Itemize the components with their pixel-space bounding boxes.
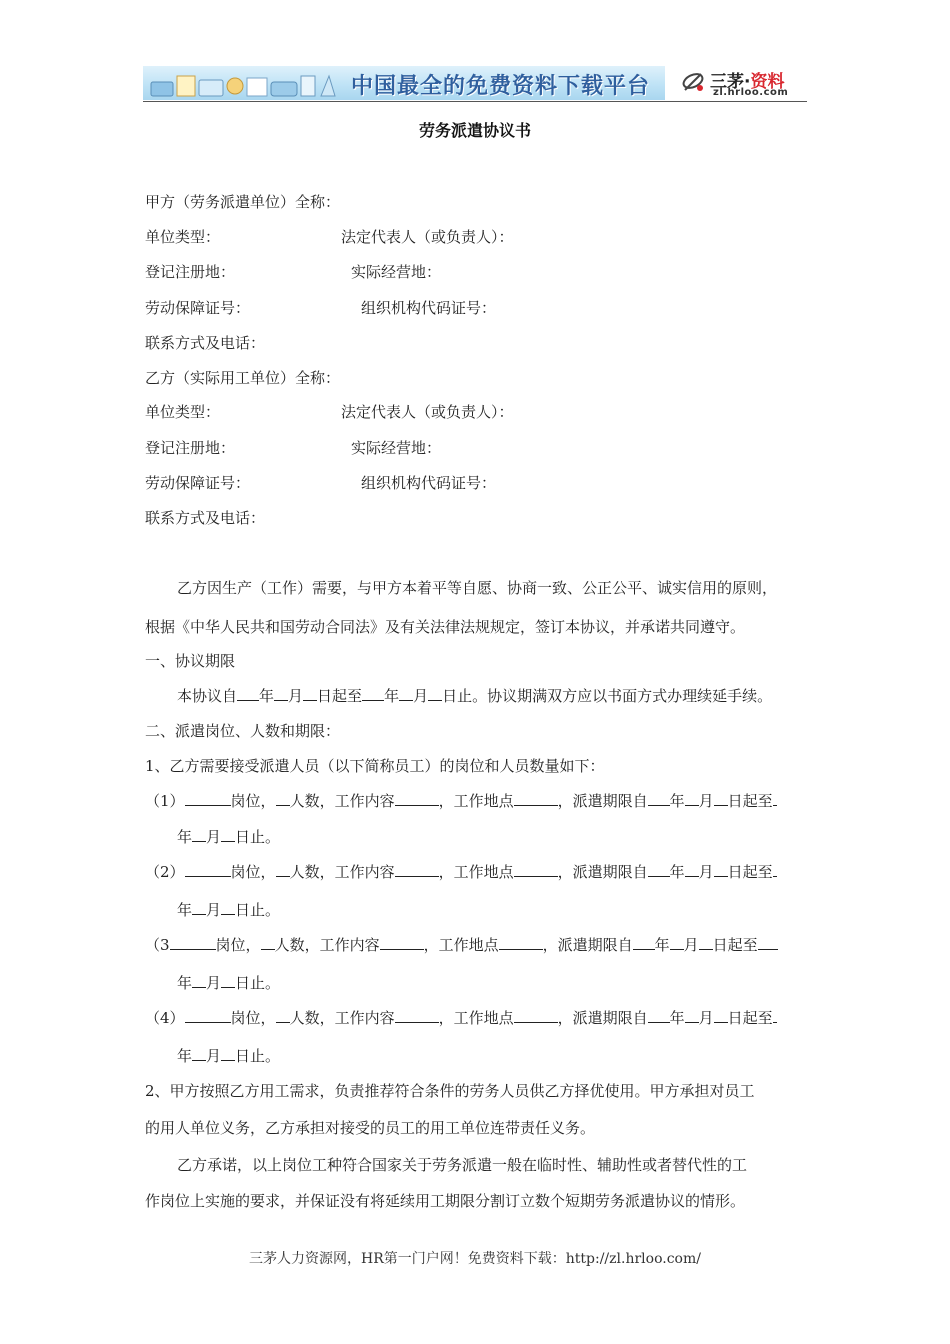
term-line [177, 686, 772, 706]
row-start-label: 日起至 [727, 1009, 773, 1027]
promise-line-2: 作岗位上实施的要求，并保证没有将延续用工期限分割订立数个短期劳务派遣协议的情形。 [145, 1192, 746, 1210]
term-start-label: 日起至 [317, 687, 363, 705]
blank-field[interactable] [395, 862, 439, 877]
blank-field[interactable] [221, 900, 235, 915]
blank-field[interactable] [685, 1008, 699, 1023]
intro-paragraph-line-2: 根据《中华人民共和国劳动合同法》及有关法律法规规定，签订本协议，并承诺共同遵守。 [145, 618, 746, 636]
blank-field[interactable] [714, 791, 728, 806]
row-year-label: 年 [177, 1047, 193, 1065]
blank-field[interactable] [514, 862, 558, 877]
row-period-label: ，派遣期限自 [542, 936, 633, 954]
blank-field[interactable] [648, 862, 670, 877]
brand-name-main: 三茅· [710, 72, 751, 92]
blank-field[interactable] [714, 862, 728, 877]
term-end-label: 日止。 [442, 687, 488, 705]
row-month-label: 月 [206, 1047, 222, 1065]
row-place-label: ，工作地点 [438, 863, 514, 881]
row-people-label: 人数，工作内容 [289, 792, 395, 810]
row-people-label: 人数，工作内容 [289, 863, 395, 881]
dispatch-row-continuation [177, 973, 280, 993]
item-1-text: 1、乙方需要接受派遣人员（以下简称员工）的岗位和人员数量如下： [145, 757, 605, 775]
row-month-label: 月 [206, 901, 222, 919]
document-title: 劳务派遣协议书 [418, 121, 531, 140]
blank-field[interactable] [395, 1008, 439, 1023]
term-tail-text: 协议期满双方应以书面方式办理续延手续。 [487, 687, 773, 705]
blank-field[interactable] [428, 686, 442, 701]
blank-field[interactable] [276, 1008, 290, 1023]
row-post-label: 岗位， [230, 1009, 276, 1027]
intro-paragraph-line-1: 乙方因生产（工作）需要，与甲方本着平等自愿、协商一致、公正公平、诚实信用的原则， [177, 579, 778, 597]
row-year-label: 年 [669, 1009, 685, 1027]
blank-field[interactable] [276, 791, 290, 806]
dispatch-row [145, 791, 777, 811]
blank-field[interactable] [276, 862, 290, 877]
blank-field[interactable] [192, 1046, 206, 1061]
party-a-legal-rep: 法定代表人（或负责人）： [341, 228, 514, 246]
row-year-label: 年 [177, 828, 193, 846]
party-b-org-code: 组织机构代码证号： [361, 474, 497, 492]
row-end-label: 日止。 [235, 974, 281, 992]
brand-logo-icon [681, 70, 707, 94]
party-a-unit-type: 单位类型： [145, 228, 221, 246]
blank-field[interactable] [399, 686, 413, 701]
blank-field[interactable] [221, 827, 235, 842]
header-banner [143, 66, 807, 102]
term-text: 本协议自 [177, 687, 238, 705]
row-place-label: ，工作地点 [423, 936, 499, 954]
party-b-contact: 联系方式及电话： [145, 509, 266, 527]
row-post-label: 岗位， [230, 863, 276, 881]
blank-field[interactable] [185, 791, 231, 806]
row-month-label: 月 [698, 792, 714, 810]
blank-field[interactable] [192, 900, 206, 915]
party-a-reg-address: 登记注册地： [145, 263, 236, 281]
blank-field[interactable] [648, 791, 670, 806]
term-year-label: 年 [259, 687, 275, 705]
brand-name-accent: 资料 [750, 72, 785, 92]
promise-line-1: 乙方承诺，以上岗位工种符合国家关于劳务派遣一般在临时性、辅助性或者替代性的工 [177, 1156, 748, 1174]
row-number: （4） [145, 1009, 185, 1027]
row-month-label: 月 [698, 1009, 714, 1027]
party-b-reg-address: 登记注册地： [145, 439, 236, 457]
row-end-label: 日止。 [235, 828, 281, 846]
dispatch-row [145, 935, 778, 955]
row-month-label: 月 [206, 974, 222, 992]
brand-url: zl.hrloo.com [713, 87, 789, 98]
party-a-business-address: 实际经营地： [351, 263, 442, 281]
term-month-label: 月 [288, 687, 304, 705]
party-a-full-name: 甲方（劳务派遣单位）全称： [145, 193, 341, 211]
row-start-label: 日起至 [727, 863, 773, 881]
blank-field[interactable] [395, 791, 439, 806]
party-b-labor-cert: 劳动保障证号： [145, 474, 251, 492]
row-people-label: 人数，工作内容 [274, 936, 380, 954]
banner-strip [143, 66, 665, 100]
blank-field[interactable] [380, 935, 424, 950]
item-2-line-1: 2、甲方按照乙方用工需求，负责推荐符合条件的劳务人员供乙方择优使用。甲方承担对员工 [145, 1082, 755, 1100]
row-month-label: 月 [206, 828, 222, 846]
blank-field[interactable] [274, 686, 288, 701]
row-year-label: 年 [177, 901, 193, 919]
party-b-full-name: 乙方（实际用工单位）全称： [145, 369, 341, 387]
party-b-unit-type: 单位类型： [145, 403, 221, 421]
dispatch-row [145, 862, 777, 882]
blank-field[interactable] [773, 791, 777, 806]
blank-field[interactable] [685, 862, 699, 877]
blank-field[interactable] [758, 935, 778, 950]
blank-field[interactable] [685, 791, 699, 806]
row-period-label: ，派遣期限自 [557, 863, 648, 881]
blank-field[interactable] [514, 791, 558, 806]
row-start-label: 日起至 [727, 792, 773, 810]
blank-field[interactable] [773, 1008, 777, 1023]
row-post-label: 岗位， [230, 792, 276, 810]
blank-field[interactable] [185, 862, 231, 877]
blank-field[interactable] [633, 935, 655, 950]
blank-field[interactable] [362, 686, 384, 701]
dispatch-row-continuation [177, 1046, 280, 1066]
section-1-heading: 一、协议期限 [145, 652, 236, 670]
term-month-label: 月 [413, 687, 429, 705]
row-number: （1） [145, 792, 185, 810]
blank-field[interactable] [221, 1046, 235, 1061]
row-number: （2） [145, 863, 185, 881]
party-a-labor-cert: 劳动保障证号： [145, 299, 251, 317]
blank-field[interactable] [303, 686, 317, 701]
row-place-label: ，工作地点 [438, 1009, 514, 1027]
dispatch-row-continuation [177, 827, 280, 847]
blank-field[interactable] [192, 973, 206, 988]
party-b-business-address: 实际经营地： [351, 439, 442, 457]
row-month-label: 月 [683, 936, 699, 954]
blank-field[interactable] [699, 935, 713, 950]
blank-field[interactable] [514, 1008, 558, 1023]
blank-field[interactable] [185, 1008, 231, 1023]
party-a-contact: 联系方式及电话： [145, 334, 266, 352]
blank-field[interactable] [221, 973, 235, 988]
blank-field[interactable] [499, 935, 543, 950]
blank-field[interactable] [192, 827, 206, 842]
section-2-heading: 二、派遣岗位、人数和期限： [145, 722, 341, 740]
office-supplies-icon [149, 70, 339, 98]
item-2-line-2: 的用人单位义务，乙方承担对接受的员工的用工单位连带责任义务。 [145, 1119, 596, 1137]
party-a-org-code: 组织机构代码证号： [361, 299, 497, 317]
row-year-label: 年 [669, 792, 685, 810]
row-start-label: 日起至 [712, 936, 758, 954]
term-year-label: 年 [384, 687, 400, 705]
dispatch-row [145, 1008, 777, 1028]
row-end-label: 日止。 [235, 901, 281, 919]
blank-field[interactable] [773, 862, 777, 877]
row-end-label: 日止。 [235, 1047, 281, 1065]
blank-field[interactable] [648, 1008, 670, 1023]
blank-field[interactable] [261, 935, 275, 950]
blank-field[interactable] [237, 686, 259, 701]
blank-field[interactable] [170, 935, 216, 950]
blank-field[interactable] [714, 1008, 728, 1023]
row-period-label: ，派遣期限自 [557, 1009, 648, 1027]
row-people-label: 人数，工作内容 [289, 1009, 395, 1027]
page-footer: 三茅人力资源网，HR第一门户网！免费资料下载：http://zl.hrloo.com/ [249, 1251, 701, 1267]
row-number: （3 [145, 936, 170, 954]
dispatch-row-continuation [177, 900, 280, 920]
row-year-label: 年 [177, 974, 193, 992]
row-post-label: 岗位， [215, 936, 261, 954]
row-place-label: ，工作地点 [438, 792, 514, 810]
row-year-label: 年 [669, 863, 685, 881]
blank-field[interactable] [670, 935, 684, 950]
row-month-label: 月 [698, 863, 714, 881]
banner-slogan: 中国最全的免费资料下载平台 [351, 74, 651, 99]
party-b-legal-rep: 法定代表人（或负责人）： [341, 403, 514, 421]
row-year-label: 年 [654, 936, 670, 954]
row-period-label: ，派遣期限自 [557, 792, 648, 810]
